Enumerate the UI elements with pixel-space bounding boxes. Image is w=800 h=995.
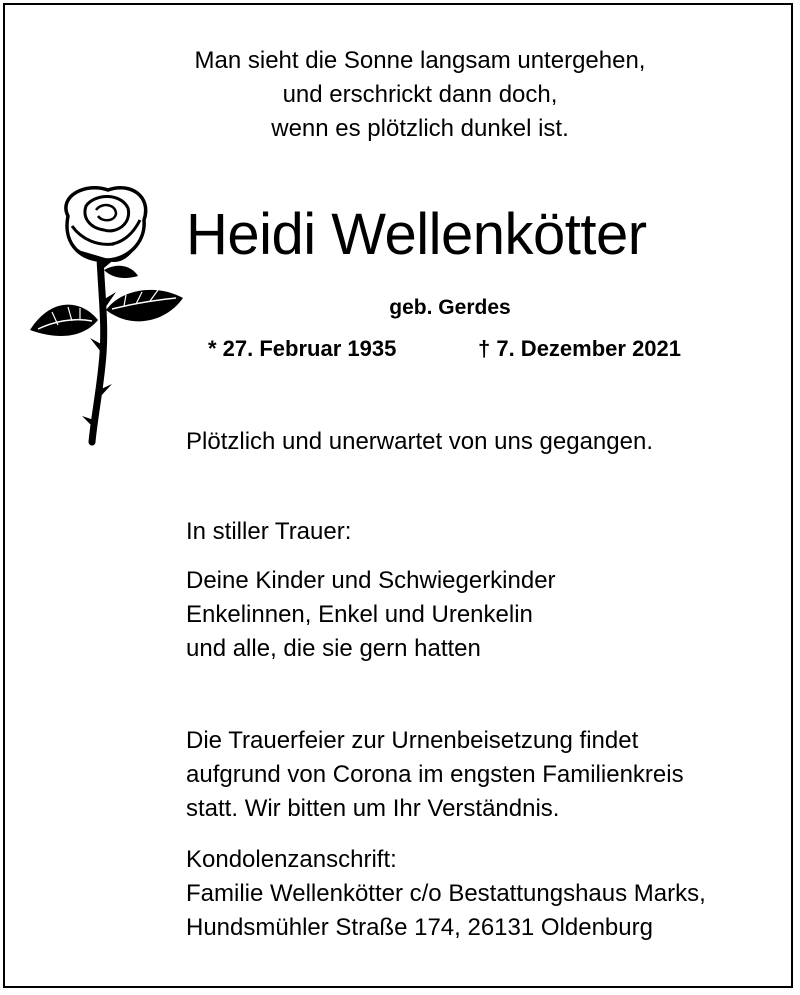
intro-text: Plötzlich und unerwartet von uns gegangen. — [186, 428, 653, 455]
death-date: † 7. Dezember 2021 — [478, 336, 682, 361]
mourners-list — [186, 564, 556, 666]
condolence-line: Familie Wellenkötter c/o Bestattungshaus Marks, — [186, 880, 706, 907]
mourner-line: Enkelinnen, Enkel und Urenkelin — [186, 601, 533, 628]
poem-line: Man sieht die Sonne langsam untergehen, — [194, 47, 646, 74]
condolence-heading: Kondolenzanschrift: — [186, 846, 397, 873]
birth-date: * 27. Februar 1935 — [208, 336, 397, 361]
poem-line: wenn es plötzlich dunkel ist. — [271, 115, 569, 142]
condolence-line: Hundsmühler Straße 174, 26131 Oldenburg — [186, 914, 653, 941]
notice-border — [3, 3, 793, 988]
condolence-block — [186, 843, 706, 945]
deceased-name: Heidi Wellenkötter — [186, 202, 647, 267]
poem-line: und erschrickt dann doch, — [282, 81, 558, 108]
funeral-note-line: Die Trauerfeier zur Urnenbeisetzung findet — [186, 727, 639, 754]
funeral-note-line: aufgrund von Corona im engsten Familienkreis — [186, 761, 684, 788]
mourner-line: Deine Kinder und Schwiegerkinder — [186, 567, 556, 594]
funeral-note — [186, 724, 684, 826]
funeral-note-line: statt. Wir bitten um Ihr Verständnis. — [186, 795, 560, 822]
maiden-name: geb. Gerdes — [389, 296, 511, 319]
mourning-heading: In stiller Trauer: — [186, 518, 352, 545]
poem — [120, 44, 720, 146]
mourner-line: und alle, die sie gern hatten — [186, 635, 481, 662]
rose-icon — [28, 180, 188, 450]
